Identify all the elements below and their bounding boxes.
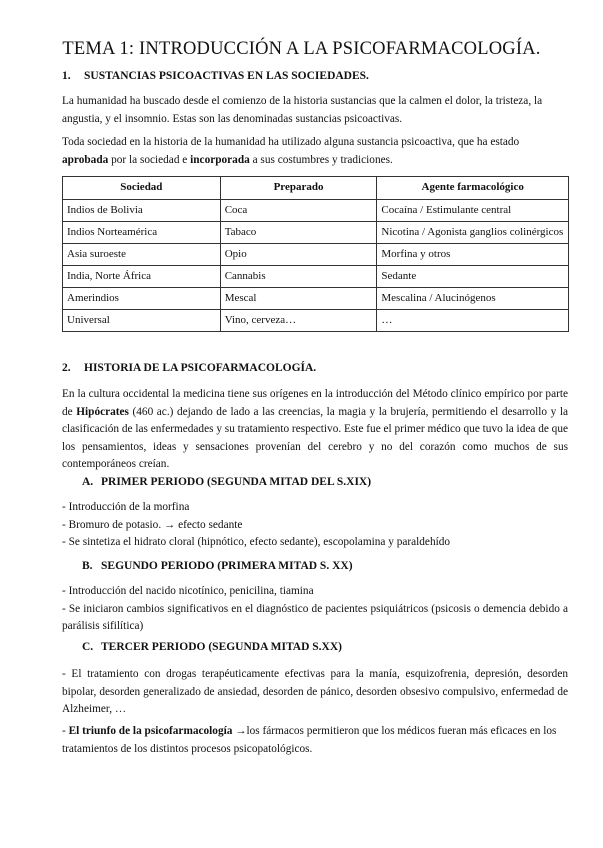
table-cell: Cocaína / Estimulante central (377, 200, 569, 222)
section-1-heading (62, 70, 568, 82)
table-cell: … (377, 310, 569, 332)
text: los fármacos permitieron que los médicos fueran más eficaces en los tratamientos de los distintos procesos psicopatológicos. (62, 725, 557, 755)
column-header: Sociedad (63, 177, 221, 200)
table-cell: Amerindios (63, 288, 221, 310)
period-a-heading (82, 476, 588, 488)
list-item: - Bromuro de potasio. → efecto sedante (62, 518, 243, 531)
page-title: TEMA 1: INTRODUCCIÓN A LA PSICOFARMACOLOGÍA. (62, 39, 541, 59)
list-item: - Se sintetiza el hidrato cloral (hipnótico, efecto sedante), escopolamina y paraldehído (62, 536, 451, 549)
list-item: - Introducción de la morfina (62, 501, 190, 513)
period-letter: A. (82, 476, 94, 488)
table-cell: Indios de Bolivia (63, 200, 221, 222)
table-cell: Asia suroeste (63, 244, 221, 266)
text: Toda sociedad en la historia de la humanidad ha utilizado alguna sustancia psicoactiva, que ha estado (62, 136, 520, 148)
text: (460 ac.) dejando de lado a las creencias, la magia y la brujería, permitiendo el desarrollo y la clasificación de las enfermedades y su tratamiento respectivo. Este fue el primer médico que tuvo la idea de que los pensamientos, ideas y sensaciones provenían del cerebro y no del corazón como muchos de sus contemporáneos creían. (62, 405, 568, 471)
table-cell: Mescal (220, 288, 377, 310)
list-item: - El tratamiento con drogas terapéuticamente efectivas para la manía, esquizofrenia, depresión, desorden bipolar, desorden generalizado de ansiedad, desorden de pánico, desorden obsesivo compulsivo, enfermedad de Alzheimer, … (62, 668, 568, 716)
section-number: 2. (62, 362, 71, 374)
table-cell: Vino, cerveza… (220, 310, 377, 332)
section-title: HISTORIA DE LA PSICOFARMACOLOGÍA. (84, 362, 317, 374)
section-number: 1. (62, 70, 71, 82)
section-title: SUSTANCIAS PSICOACTIVAS EN LAS SOCIEDADES. (84, 70, 369, 82)
paragraph (62, 386, 568, 474)
table-row (63, 222, 569, 244)
table-row (63, 244, 569, 266)
table-cell: Nicotina / Agonista ganglios colinérgicos (377, 222, 569, 244)
period-title: PRIMER PERIODO (SEGUNDA MITAD DEL S.XIX) (101, 476, 372, 488)
column-header: Agente farmacológico (377, 177, 569, 200)
table-cell: Opio (220, 244, 377, 266)
period-title: SEGUNDO PERIODO (PRIMERA MITAD S. XX) (101, 560, 353, 572)
substances-table (62, 176, 569, 332)
table-row (63, 200, 569, 222)
table-cell: Mescalina / Alucinógenos (377, 288, 569, 310)
section-2-heading (62, 362, 568, 374)
period-letter: B. (82, 560, 93, 572)
table-cell: Indios Norteamérica (63, 222, 221, 244)
bold-text: El triunfo de la psicofarmacología → (68, 725, 247, 737)
period-letter: C. (82, 641, 94, 653)
bold-text: Hipócrates (76, 405, 129, 418)
table-cell: Tabaco (220, 222, 377, 244)
period-b-list (62, 583, 568, 636)
bold-text: aprobada (62, 153, 109, 166)
column-header: Preparado (220, 177, 377, 200)
text: por la sociedad e (108, 153, 191, 166)
period-c-heading (82, 641, 588, 653)
table-cell: Cannabis (220, 266, 377, 288)
table-cell: Sedante (377, 266, 569, 288)
text: a sus costumbres y tradiciones. (249, 153, 393, 166)
table-cell: Coca (220, 200, 377, 222)
table-row (63, 310, 569, 332)
table-cell: India, Norte África (63, 266, 221, 288)
table-cell: Universal (63, 310, 221, 332)
period-title: TERCER PERIODO (SEGUNDA MITAD S.XX) (101, 641, 342, 653)
paragraph (62, 134, 568, 169)
table-row (63, 288, 569, 310)
list-item: - Introducción del nacido nicotínico, penicilina, tiamina (62, 585, 314, 597)
list-item (62, 723, 568, 758)
list-item: - Se iniciaron cambios significativos en el diagnóstico de pacientes psiquiátricos (psicosis o demencia debido a parálisis sifilítica) (62, 602, 568, 633)
text: En la cultura occidental la medicina tiene sus orígenes en la introducción del Método clínico empírico por parte de (62, 388, 568, 418)
paragraph: La humanidad ha buscado desde el comienzo de la historia sustancias que la calmen el dolor, la tristeza, la angustia, y el insomnio. Estas son las denominadas sustancias psicoactivas. (62, 95, 543, 125)
table-cell: Morfina y otros (377, 244, 569, 266)
text: - (62, 725, 69, 737)
table-header-row (63, 177, 569, 200)
bold-text: incorporada (190, 153, 250, 166)
period-a-list (62, 499, 568, 552)
table-row (63, 266, 569, 288)
period-b-heading (82, 560, 588, 572)
